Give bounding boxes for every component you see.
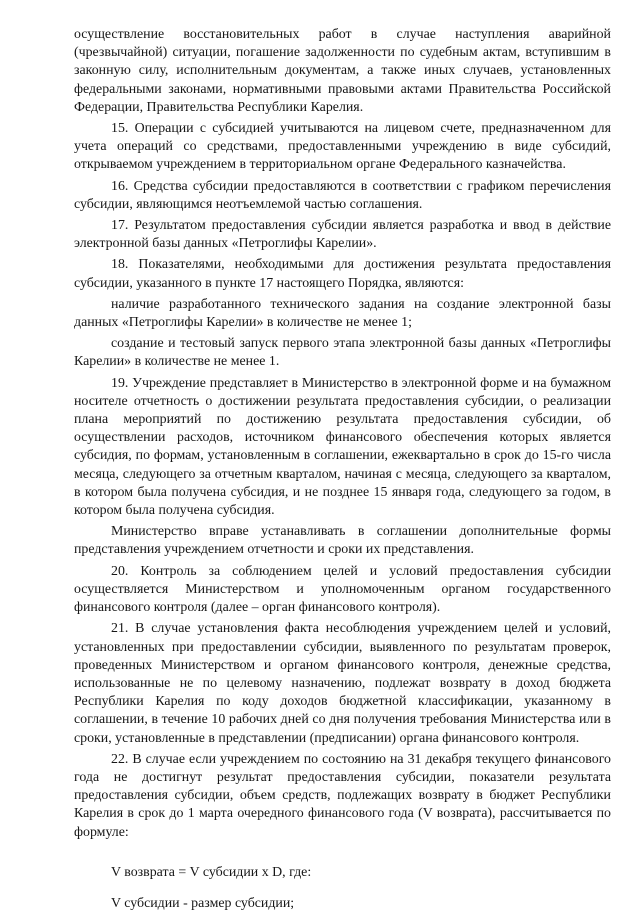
paragraph-18-item-1: наличие разработанного технического задания на создание электронной базы данных «Петроглифы Карелии» в количестве не менее 1; (74, 296, 611, 331)
paragraph-18-item-2: создание и тестовый запуск первого этапа электронной базы данных «Петроглифы Карелии» в количестве не менее 1. (74, 336, 611, 370)
paragraph-19-addendum: Министерство вправе устанавливать в соглашении дополнительные формы представления учреждением отчетности и сроки их представления. (74, 524, 611, 558)
paragraph-20: 20. Контроль за соблюдением целей и условий предоставления субсидии осуществляется Министерством и уполномоченным органом государственного финансового контроля (далее – орган финансового контроля). (74, 563, 611, 616)
paragraph-continuation: осуществление восстановительных работ в случае наступления аварийной (чрезвычайной) ситуации, погашение задолженности по судебным актам, вступившим в законную силу, исполнительным документам, а также иных случаев, установленных федеральными законами, нормативными правовыми актами Правительства Российской Федерации, Правительства Республики Карелия. (74, 27, 611, 115)
paragraph-21: 21. В случае установления факта несоблюдения учреждением целей и условий, установленных при предоставлении субсидии, выявленного по результатам проверок, проведенных Министерством и органом финансового контроля, денежные средства, использованные не по целевому назначению, подлежат возврату в доход бюджета Республики Карелия по коду доходов бюджетной классификации, указанному в соглашении, в течение 10 рабочих дней со дня получения требования Министерства или в сроки, установленные в представлении (предписании) органа финансового контроля. (74, 621, 611, 746)
paragraph-15: 15. Операции с субсидией учитываются на лицевом счете, предназначенном для учета операций со средствами, предоставленными учреждению в виде субсидий, открываемом учреждением в территориальном органе Федерального казначейства. (74, 121, 611, 173)
paragraph-19: 19. Учреждение представляет в Министерство в электронной форме и на бумажном носителе отчетность о достижении результата предоставления субсидии, о реализации плана мероприятий по достижению результата предоставления субсидии, об осуществлении расходов, источником финансового обеспечения которых является субсидия, по формам, установленным в соглашении, ежеквартально в срок до 15-го числа месяца, следующего за отчетным кварталом, начиная с месяца, следующего за кварталом, в котором была получена субсидия, и не позднее 15 января года, следующего за годом, в котором была получена субсидия. (74, 375, 611, 519)
paragraph-16: 16. Средства субсидии предоставляются в соответствии с графиком перечисления субсидии, являющимся неотъемлемой частью соглашения. (74, 178, 611, 212)
paragraph-22: 22. В случае если учреждением по состоянию на 31 декабря текущего финансового года не достигнут результат предоставления субсидии, показатели результата предоставления субсидии, объем средств, подлежащих возврату в бюджет Республики Карелия в срок до 1 марта очередного финансового года (V возврата), рассчитывается по формуле: (74, 751, 611, 840)
formula: V возврата = V субсидии x D, где: (111, 864, 312, 880)
formula-definition: V субсидии - размер субсидии; (111, 895, 295, 911)
paragraph-17: 17. Результатом предоставления субсидии является разработка и ввод в действие электронной базы данных «Петроглифы Карелии». (74, 218, 611, 252)
paragraph-18: 18. Показателями, необходимыми для достижения результата предоставления субсидии, указанного в пункте 17 настоящего Порядка, являются: (74, 257, 611, 291)
